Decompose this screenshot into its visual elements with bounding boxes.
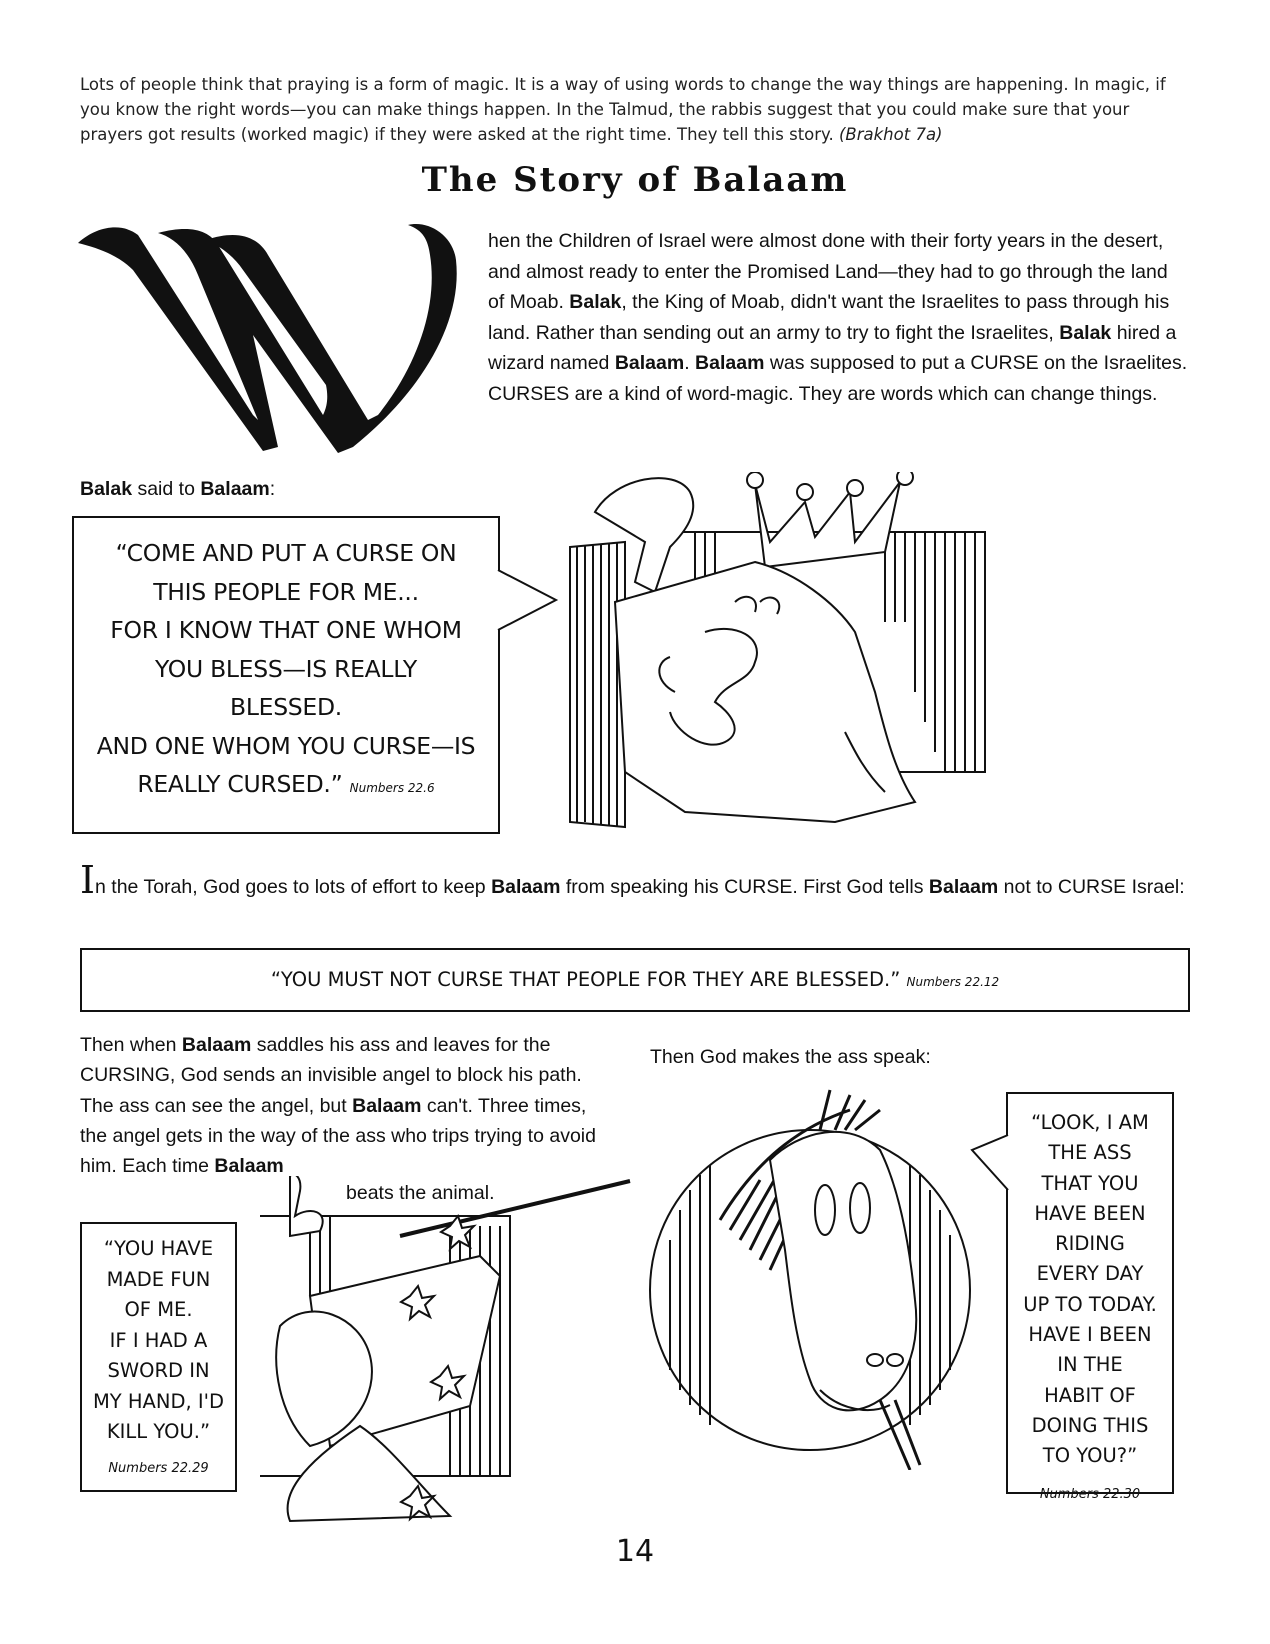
quote-reference: Numbers 22.12	[906, 975, 1000, 989]
balaam-wizard-illustration	[250, 1176, 670, 1526]
story-intro-paragraph: hen the Children of Israel were almost done with their forty years in the desert, and almost ready to enter the Promised Land—they had to go through the land of Moab. Balak, the King of Moab, didn't want the Israelites to pass through his land. Rather than sending out an army to try to fight the Israelites, Balak hired a wizard named Balaam. Balaam was supposed to put a CURSE on the Israelites. CURSES are a kind of word-magic. They are words which can change things.	[488, 230, 1188, 405]
quote-reference: Numbers 22.30	[1039, 1486, 1141, 1502]
king-face	[615, 562, 915, 822]
angel-paragraph: Then when Balaam saddles his ass and leaves for the CURSING, God sends an invisible angel to block his path. The ass can see the angel, but Balaam can't. Three times, the angel gets in the way of the ass who trips trying to avoid him. Each time Balaam	[80, 1034, 596, 1178]
intro-paragraph: Lots of people think that praying is a form of magic. It is a way of using words to change the way things are happening. In magic, if you know the right words—you can make things happen. In the Talmud, the rabbis suggest that you could make sure that your prayers got results (worked magic) if they were asked at the right time. They tell this story. (Brakhot 7a)	[80, 75, 1166, 144]
dropcap-w-letter	[78, 215, 468, 455]
angel-paragraph-end: beats the animal.	[346, 1182, 495, 1204]
balak-quote-box: “COME AND PUT A CURSE ON THIS PEOPLE FOR ME... FOR I KNOW THAT ONE WHOM YOU BLESS—IS REALLY BLESSED. AND ONE WHOM YOU CURSE—IS REALLY CURSED.” Numbers 22.6	[72, 516, 500, 834]
torah-paragraph: In the Torah, God goes to lots of effort to keep Balaam from speaking his CURSE. First God tells Balaam not to CURSE Israel:	[80, 858, 1185, 902]
quote-reference: Numbers 22.29	[108, 1460, 209, 1476]
crown	[755, 482, 900, 567]
god-quote-box: “YOU MUST NOT CURSE THAT PEOPLE FOR THEY ARE BLESSED.” Numbers 22.12	[80, 948, 1190, 1012]
quote-reference: Numbers 22.6	[349, 781, 435, 795]
ass-quote-box: “LOOK, I AM THE ASS THAT YOU HAVE BEEN RIDING EVERY DAY UP TO TODAY. HAVE I BEEN IN THE HABIT OF DOING THIS TO YOU?” Numbers 22.30	[1006, 1092, 1174, 1494]
magic-wand	[400, 1181, 630, 1236]
speech-tail	[970, 1130, 1010, 1200]
page-number: 14	[615, 1534, 655, 1569]
talking-ass-illustration	[620, 1070, 1000, 1470]
balaam-quote-box: “YOU HAVE MADE FUN OF ME. IF I HAD A SWORD IN MY HAND, I'D KILL YOU.” Numbers 22.29	[80, 1222, 237, 1492]
intro-reference: (Brakhot 7a)	[838, 125, 943, 144]
balak-said-line: Balak said to Balaam:	[80, 478, 276, 500]
ass-speak-line: Then God makes the ass speak:	[650, 1046, 931, 1068]
king-balak-illustration	[555, 472, 1045, 852]
page-title: The Story of Balaam	[421, 160, 849, 200]
